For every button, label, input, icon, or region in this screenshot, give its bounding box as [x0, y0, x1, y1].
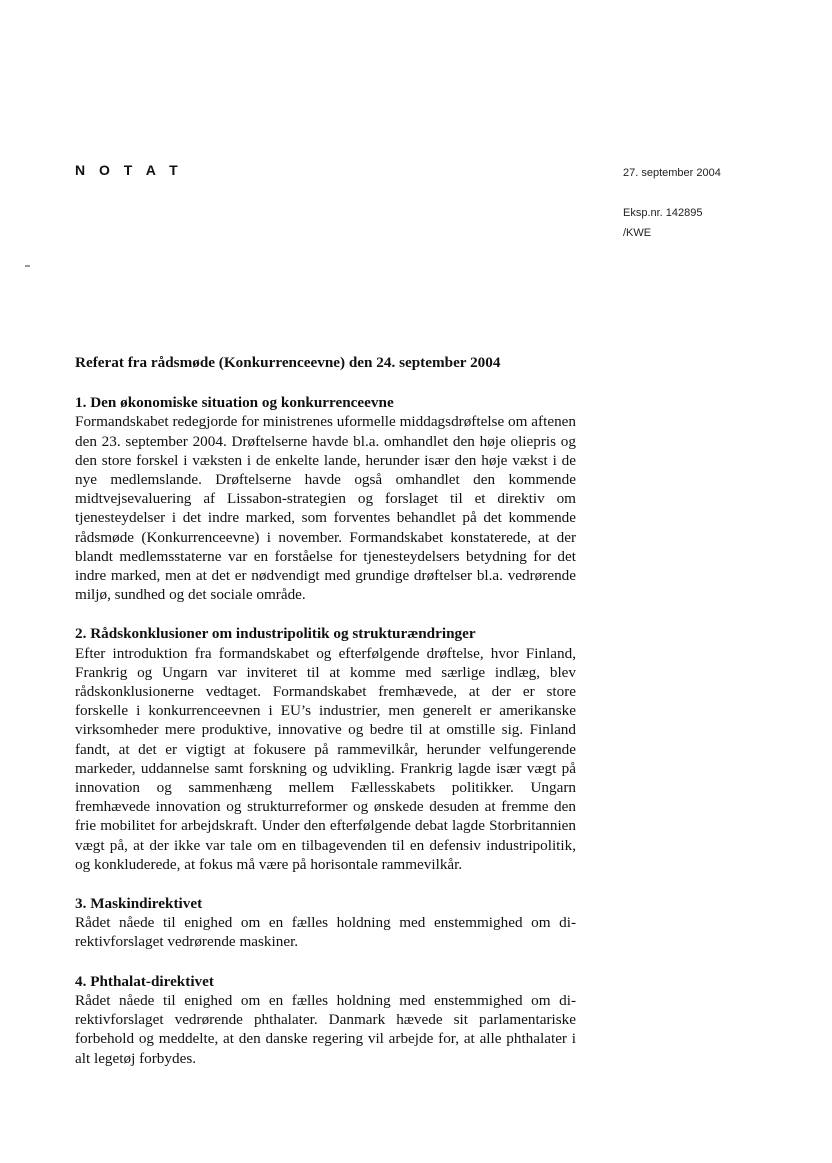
- section-paragraph: Rådet nåede til enighed om en fælles holdning med enstemmighed om direktivforslaget vedrørende maskiner.: [75, 914, 576, 951]
- document-type-label: N O T A T: [75, 162, 183, 178]
- section-heading: 4. Phthalat-direktivet: [75, 972, 214, 990]
- section-industrial-policy: [75, 624, 576, 874]
- section-paragraph: Rådet nåede til enighed om en fælles holdning med enstemmighed om direktivforslaget vedrørende phthalater. Danmark hævede sit parlamentariske forbehold og meddelte, at den danske regering vil arbejde for, at alle phthalater i alt legetøj forbydes.: [75, 991, 576, 1067]
- reference-number: Eksp.nr. 142895: [623, 207, 703, 219]
- section-phthalate-directive: [75, 972, 576, 1068]
- section-machinery-directive: [75, 894, 576, 952]
- section-paragraph: Efter introduktion fra formandskabet og efterfølgende drøftelse, hvor Finland, Frankrig og Ungarn var inviteret til at komme med særlige indlæg, blev rådskonklusionerne vedtaget. Formandskabet fremhævede, at der er store forskelle i konkurrenceevnen i EU’s industrier, men generelt er amerikanske virksomheder mere produktive, innovative og bedre til at omstille sig. Finland fandt, at det er vigtigt at fokusere på rammevilkår, herunder velfungerende markeder, uddannelse samt forskning og udvikling. Frankrig lagde især vægt på innovation og sammenhæng mellem Fællesskabets politikker. Ungarn fremhævede innovation og strukturreformer og ønskede desuden at fremme den frie mobilitet for arbejdskraft. Under den efterfølgende debat lagde Storbritannien vægt på, at der ikke var tale om en tilbagevenden til en defensiv industripolitik, og konkluderede, at fokus må være på horisontale rammevilkår.: [75, 644, 576, 873]
- scan-speck: [25, 265, 30, 267]
- section-heading: 2. Rådskonklusioner om industripolitik og strukturændringer: [75, 625, 476, 643]
- document-body: [75, 353, 576, 1088]
- author-initials: /KWE: [623, 227, 652, 239]
- section-paragraph: Formandskabet redegjorde for ministrenes uformelle middagsdrøftelse om aftenen den 23. september 2004. Drøftelserne havde bl.a. omhandlet den høje oliepris og den store forskel i væksten i de enkelte lande, herunder især den høje vækst i de nye medlemslande. Drøftelserne havde også omhandlet den kommende midtvejsevaluering af Lissabon-strategien og forslaget til et direktiv om tjenesteydelser i det indre marked, som forventes behandlet på det kommende rådsmøde (Konkurrenceevne) i november. Formandskabet konstaterede, at der blandt medlemsstaterne var en forståelse for tjenesteydelsers betydning for det indre marked, men at det er nødvendigt med grundige drøftelser bl.a. vedrørende miljø, sundhed og det sociale område.: [75, 413, 576, 604]
- section-heading: 1. Den økonomiske situation og konkurrenceevne: [75, 394, 394, 412]
- document-title: Referat fra rådsmøde (Konkurrenceevne) den 24. september 2004: [75, 354, 501, 371]
- document-date: 27. september 2004: [623, 167, 721, 179]
- section-economic-situation: [75, 393, 576, 604]
- section-heading: 3. Maskindirektivet: [75, 895, 203, 913]
